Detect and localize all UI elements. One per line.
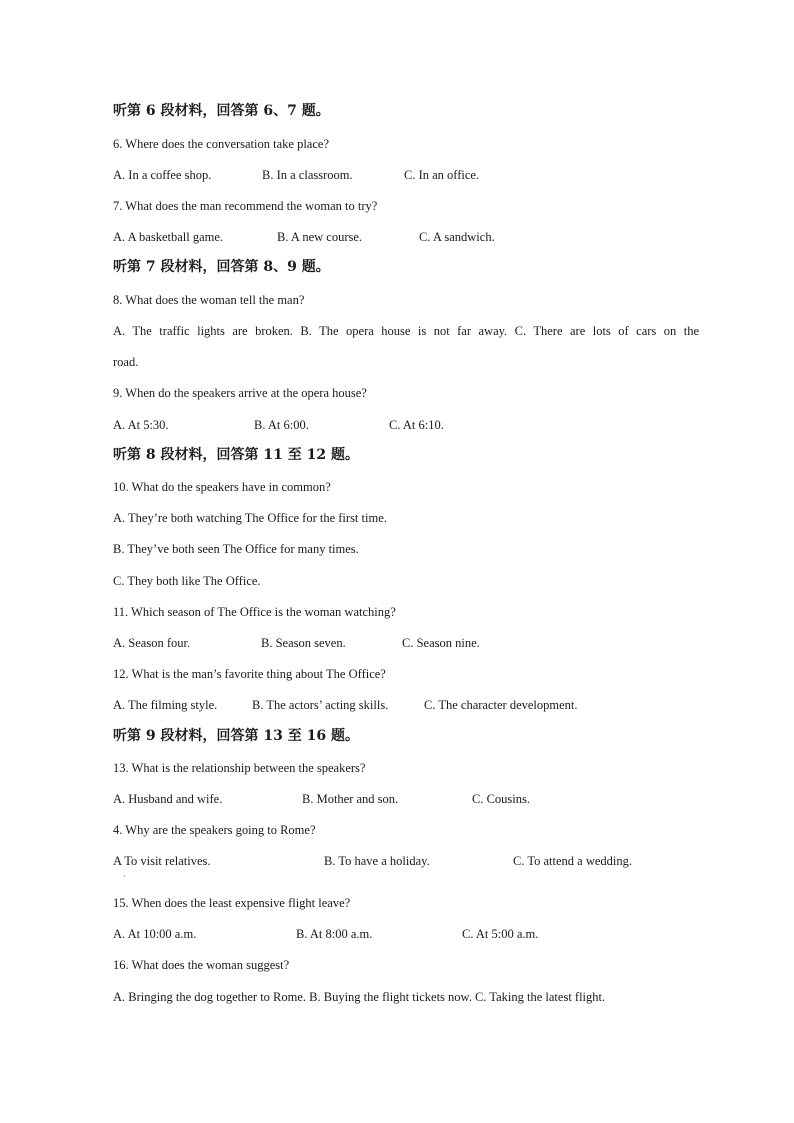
option-9b: B. At 6:00. <box>254 418 309 432</box>
option-6a: A. In a coffee shop. <box>113 168 212 182</box>
option-12c: C. The character development. <box>424 698 578 712</box>
option-11b: B. Season seven. <box>261 636 346 650</box>
option-15b: B. At 8:00 a.m. <box>296 927 373 941</box>
question-8: 8. What does the woman tell the man? <box>113 293 305 307</box>
option-15a: A. At 10:00 a.m. <box>113 927 197 941</box>
question-13: 13. What is the relationship between the speakers? <box>113 761 366 775</box>
question-6: 6. Where does the conversation take place? <box>113 137 329 151</box>
options-8-continued: road. <box>113 355 139 369</box>
option-12b: B. The actors’ acting skills. <box>252 698 389 712</box>
question-16: 16. What does the woman suggest? <box>113 958 290 972</box>
stray-mark: · <box>123 872 126 881</box>
question-11: 11. Which season of The Office is the woman watching? <box>113 605 396 619</box>
option-7a: A. A basketball game. <box>113 230 224 244</box>
option-10b: B. They’ve both seen The Office for many times. <box>113 542 359 556</box>
option-7c: C. A sandwich. <box>419 230 495 244</box>
question-9: 9. When do the speakers arrive at the opera house? <box>113 386 367 400</box>
option-15c: C. At 5:00 a.m. <box>462 927 539 941</box>
option-6c: C. In an office. <box>404 168 480 182</box>
option-14b: B. To have a holiday. <box>324 854 430 868</box>
option-9a: A. At 5:30. <box>113 418 169 432</box>
question-12: 12. What is the man’s favorite thing about The Office? <box>113 667 386 681</box>
option-7b: B. A new course. <box>277 230 363 244</box>
options-8: A. The traffic lights are broken. B. The opera house is not far away. C. There are lots of cars on the <box>113 324 699 338</box>
option-13c: C. Cousins. <box>472 792 531 806</box>
question-7: 7. What does the man recommend the woman to try? <box>113 199 378 213</box>
option-9c: C. At 6:10. <box>389 418 444 432</box>
option-10c: C. They both like The Office. <box>113 574 261 588</box>
section-heading: 听第 6 段材料，回答第 6、7 题。 <box>113 103 330 119</box>
option-10a: A. They’re both watching The Office for the first time. <box>113 511 387 525</box>
option-12a: A. The filming style. <box>113 698 218 712</box>
question-10: 10. What do the speakers have in common? <box>113 480 331 494</box>
option-6b: B. In a classroom. <box>262 168 353 182</box>
question-14: 4. Why are the speakers going to Rome? <box>113 823 316 837</box>
option-11c: C. Season nine. <box>402 636 480 650</box>
section-heading: 听第 7 段材料，回答第 8、9 题。 <box>113 259 330 275</box>
option-14a: A To visit relatives. <box>113 854 211 868</box>
option-14c: C. To attend a wedding. <box>513 854 633 868</box>
option-11a: A. Season four. <box>113 636 191 650</box>
section-heading: 听第 9 段材料，回答第 13 至 16 题。 <box>113 728 359 744</box>
section-heading: 听第 8 段材料，回答第 11 至 12 题。 <box>113 447 359 463</box>
option-13b: B. Mother and son. <box>302 792 399 806</box>
question-15: 15. When does the least expensive flight leave? <box>113 896 351 910</box>
options-16: A. Bringing the dog together to Rome. B. Buying the flight tickets now. C. Taking the latest flight. <box>113 990 606 1004</box>
option-13a: A. Husband and wife. <box>113 792 223 806</box>
